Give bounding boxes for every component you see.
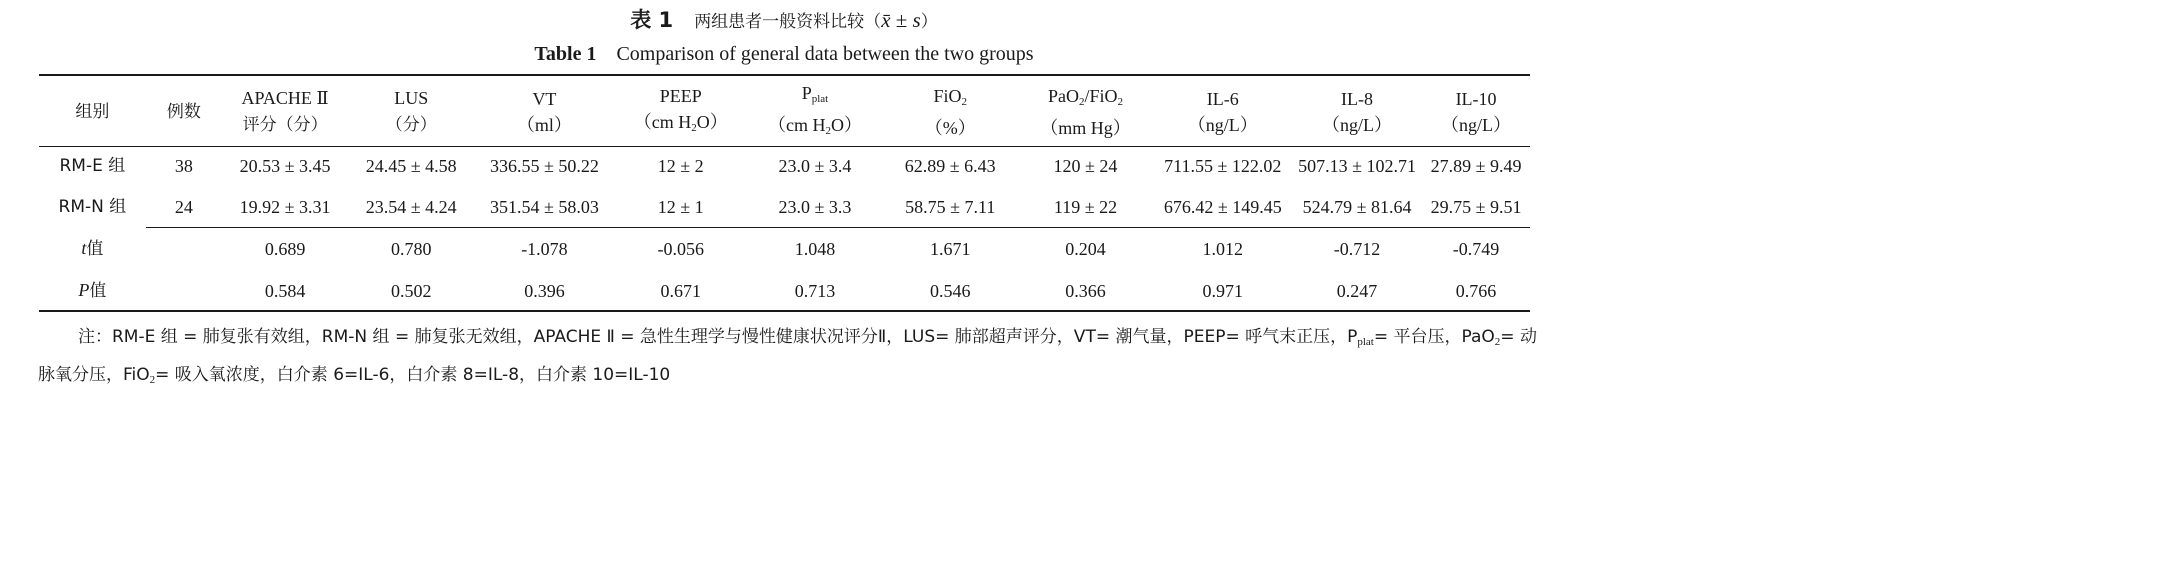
cell-stat: 1.671 xyxy=(929,238,971,259)
cell-stat: 1.012 xyxy=(1202,238,1244,259)
cell-stat: 0.713 xyxy=(794,280,836,301)
table-title-cn: 表 1 两组患者一般资料比较（x̄ ± s） xyxy=(630,8,938,32)
cell-il10: 29.75 ± 9.51 xyxy=(1430,197,1522,217)
col-il6: IL-6 （ng/L） xyxy=(1187,88,1258,135)
cell-stat: 1.048 xyxy=(794,238,836,259)
cell-apache: 20.53 ± 3.45 xyxy=(239,156,331,176)
cell-fio2: 62.89 ± 6.43 xyxy=(904,156,996,176)
col-pplat: $P_{plat}$ （cm $H_2O$） xyxy=(767,82,862,137)
cell-stat: 0.780 xyxy=(390,238,432,259)
header-row xyxy=(39,77,1530,146)
cell-vt: 336.55 ± 50.22 xyxy=(489,156,599,176)
col-apache: APACHE Ⅱ 评分（分） xyxy=(241,88,329,135)
cell-stat: 0.689 xyxy=(264,238,306,259)
comparison-table xyxy=(39,77,1530,312)
cell-stat-label: P值 xyxy=(78,280,107,301)
table-row-t-value xyxy=(39,228,1530,270)
cell-stat: 0.971 xyxy=(1202,280,1244,301)
col-group: 组别 xyxy=(75,101,110,122)
cell-stat: 0.204 xyxy=(1065,238,1106,259)
cell-lus: 24.45 ± 4.58 xyxy=(365,156,457,176)
cell-stat: -1.078 xyxy=(521,238,568,259)
cell-stat: -0.056 xyxy=(657,238,704,259)
cell-il8: 524.79 ± 81.64 xyxy=(1302,197,1412,217)
col-pao2-fio2: PaO$_2$/FiO$_2$ （mm Hg） xyxy=(1040,85,1131,138)
cell-group: RM-N 组 xyxy=(58,197,127,217)
col-fio2: FiO$_2$ （%） xyxy=(924,85,976,138)
cell-pplat: 23.0 ± 3.3 xyxy=(778,197,852,217)
top-rule xyxy=(39,74,1530,76)
cell-empty xyxy=(146,270,222,312)
cell-stat: -0.749 xyxy=(1452,238,1500,259)
cell-stat: 0.546 xyxy=(929,280,971,301)
cell-il10: 27.89 ± 9.49 xyxy=(1430,156,1522,176)
cell-stat: 0.366 xyxy=(1065,280,1106,301)
table-title-en: Table 1 Comparison of general data between the two groups xyxy=(534,43,1034,65)
table-row-rm-n xyxy=(39,187,1530,228)
table-row-p-value xyxy=(39,270,1530,312)
cell-stat: 0.671 xyxy=(660,280,701,301)
cell-group: RM-E 组 xyxy=(59,156,126,176)
table-label-en: Table 1 xyxy=(534,43,597,65)
cell-il6: 711.55 ± 122.02 xyxy=(1164,156,1282,176)
cell-peep: 12 ± 2 xyxy=(657,156,704,176)
col-vt: VT （ml） xyxy=(516,88,572,135)
cell-il6: 676.42 ± 149.45 xyxy=(1163,197,1282,217)
cell-il8: 507.13 ± 102.71 xyxy=(1298,156,1416,176)
table-footnote: 注：RM-E 组 = 肺复张有效组，RM-N 组 = 肺复张无效组，APACHE Ⅱ = 急性生理学与慢性健康状况评分Ⅱ，LUS= 肺部超声评分，VT= 潮气量，PEEP= 呼气末正压，$P_{plat}=$ 平台压，PaO$_2$= 动脉氧分压，FiO$_2$= 吸入氧浓度，白介素 6=IL-6，白介素 8=IL-8，白介素 10=IL-10 xyxy=(38,327,1537,386)
cell-stat: 0.247 xyxy=(1336,280,1378,301)
cell-n: 38 xyxy=(174,156,193,176)
cell-peep: 12 ± 1 xyxy=(657,197,704,217)
cell-stat-label: t值 xyxy=(81,238,104,259)
col-il8: IL-8 （ng/L） xyxy=(1322,88,1393,135)
cell-stat: 0.502 xyxy=(390,280,432,301)
table-label-cn: 表 1 xyxy=(630,8,674,32)
cell-fio2: 58.75 ± 7.11 xyxy=(905,197,996,217)
col-peep: PEEP （cm $H_2O$） xyxy=(633,85,728,134)
cell-stat: 0.396 xyxy=(524,280,565,301)
cell-empty xyxy=(146,228,222,270)
cell-stat: -0.712 xyxy=(1333,238,1381,259)
cell-apache: 19.92 ± 3.31 xyxy=(239,197,331,217)
cell-stat: 0.584 xyxy=(264,280,306,301)
table-row-rm-e xyxy=(39,146,1530,187)
cell-pplat: 23.0 ± 3.4 xyxy=(778,156,852,176)
col-lus: LUS （分） xyxy=(385,88,437,135)
cell-pao2-fio2: 120 ± 24 xyxy=(1053,156,1118,176)
cell-pao2-fio2: 119 ± 22 xyxy=(1053,197,1118,217)
cell-lus: 23.54 ± 4.24 xyxy=(365,197,457,217)
col-n: 例数 xyxy=(166,101,201,122)
col-il10: IL-10 （ng/L） xyxy=(1441,88,1512,135)
cell-stat: 0.766 xyxy=(1455,280,1497,301)
cell-vt: 351.54 ± 58.03 xyxy=(489,197,599,217)
cell-n: 24 xyxy=(174,197,193,217)
